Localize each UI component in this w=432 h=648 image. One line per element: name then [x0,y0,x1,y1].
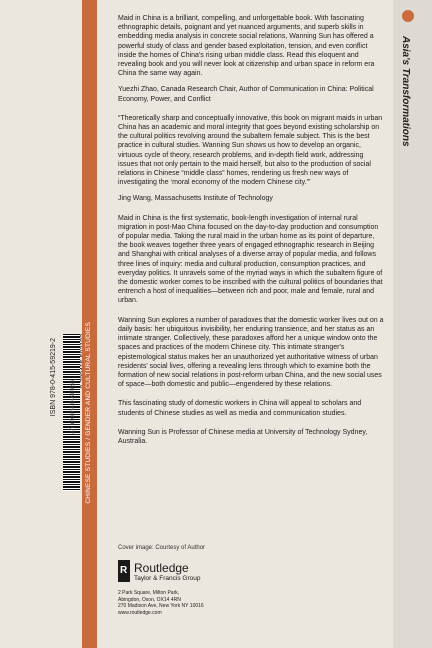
body-paragraph-3: This fascinating study of domestic workers in China will appeal to scholars and students of Chinese studies as well as media and communication studies. [118,400,362,417]
address-line-4: www.routledge.com [118,609,162,616]
address-line-2: Abingdon, Oxon, OX14 4RN [118,596,181,603]
logo-letter: R [120,565,128,576]
publisher-address [118,590,204,616]
body-paragraph-1: Maid in China is the first systematic, book-length investigation of internal rural migration in post-Mao China focused on the day-to-day production and consumption of popular media. Taking the rural maid in the urban home as its point of departure, the book weaves together three years of engaged ethnographic research in Beijing and Shanghai with critical analyses of a diverse array of popular media, and follows three lines of inquiry: media and cultural production, consumption practices, and everyday politics. It unravels some of the myriad ways in which the subaltern figure of the domestic worker comes to be inscribed with the cultural politics of boundaries that entrench a host of inequalities—between rich and poor, male and female, rural and urban. [118,214,383,305]
attribution-1: Yuezhi Zhao, Canada Research Chair, Author of Communication in China: Political Economy, Power, and Conflict [118,86,374,103]
spine-subjects: CHINESE STUDIES / GENDER AND CULTURAL STUDIES [85,322,92,504]
main-text [118,14,384,446]
series-logo-icon [402,10,414,22]
publisher-name: Routledge [134,561,189,575]
informa-text: an informa business [70,380,76,434]
publisher-subtitle: Taylor & Francis Group [134,575,201,582]
series-title: Asia's Transformations [400,36,411,147]
cover-credit: Cover image: Courtesy of Author [118,545,206,551]
blurb-1: Maid in China is a brilliant, compelling, and unforgettable book. With fascinating ethnographic details, poignant and yet nuanced arguments, and superb skills in embedding media analysis in concrete social relations, Wanning Sun has offered a powerful study of class and gender based exploitation, tension, and even conflict inside the homes of China's rising urban middle class. Read this eloquent and revealing book and you will never look at citizenship and urban space in reform era China the same way again. [118,15,375,78]
body-paragraph-2: Wanning Sun explores a number of paradoxes that the domestic worker lives out on a daily basis: her ubiquitous invisibility, her enduring transience, and her status as an intimate stranger. Collectively, these paradoxes afford her a unique window onto the spaces and practices of the modern Chinese city. This intimate stranger's epistemological status makes her an unauthorized yet authoritative witness of urban residents' social lives, offering a revealing lens through which to examine both the formation of new social relations in post-reform urban China, and the new social uses of space—both domestic and public—engendered by these relations. [118,316,384,389]
author-bio: Wanning Sun is Professor of Chinese media at University of Technology Sydney, Australia. [118,428,368,445]
address-line-1: 2 Park Square, Milton Park, [118,590,180,596]
blurb-2: “Theoretically sharp and conceptually innovative, this book on migrant maids in urban China has an academic and moral integrity that goes beyond existing scholarship on the cultural politics revolving around the subaltern female subject. This is the best practice in cultural studies. Wanning Sun shows us how to develop an organic, virtuous cycle of theory, research problems, and in-depth field work, addressing issues that not only pertain to the maid herself, but also to the production of social relations in Chinese “middle class” homes, rendering us fresh new ways of investigating the ‘moral economy of the modern Chinese city.’” [118,114,383,187]
attribution-2: Jing Wang, Massachusetts Institute of Technology [118,195,273,203]
isbn-text: ISBN 978-0-415-59219-2 [50,338,57,417]
address-line-3: 270 Madison Ave, New York NY 10016 [118,603,204,609]
series-band [393,0,432,648]
